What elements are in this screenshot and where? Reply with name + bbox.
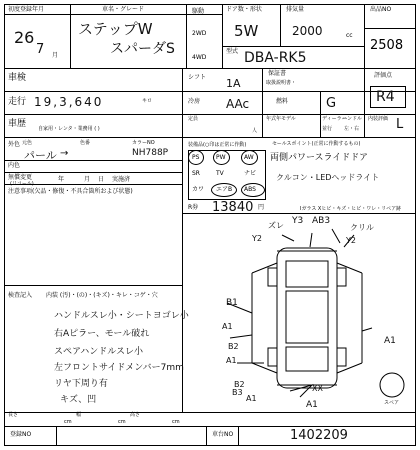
- rule: [56, 426, 57, 446]
- car-diagram: [182, 213, 416, 412]
- recall-year: 年: [58, 176, 65, 183]
- recall-label: 無償変更: [8, 174, 33, 181]
- orig-color-label: 元色: [22, 140, 33, 146]
- sales-point-line1: 両側パワースライドドア: [270, 153, 369, 163]
- diagram-note-y2b: Y2: [346, 236, 356, 245]
- equip-airbag: エアB: [216, 186, 233, 193]
- rule: [320, 91, 321, 137]
- height-cm: cm: [172, 419, 180, 425]
- ext-color-label: 外色: [8, 141, 21, 148]
- equip-leather: カワ: [192, 186, 205, 193]
- diagram-note-xx: XX: [312, 384, 323, 393]
- diagram-legend: Iガラス Xヒビ・キズ・ヒビ・ワレ・リペア跡: [300, 206, 402, 212]
- diagram-note-a1-right: A1: [384, 336, 396, 346]
- rule: [4, 68, 416, 69]
- circle-mark: [213, 150, 230, 165]
- diagram-note-b2b: B2: [234, 380, 245, 389]
- grade-value: R4: [376, 89, 395, 105]
- mileage-label: 走行: [8, 97, 27, 107]
- diagram-note-a1-lower: A1: [226, 356, 237, 365]
- lot-label: 出品NO: [370, 6, 392, 13]
- inspection-columns: 内装 (汚)・(の)・(キズ)・キレ・コゲ・穴: [46, 292, 158, 299]
- equip-abs: ABS: [244, 186, 256, 193]
- fuel-value: G: [326, 96, 337, 111]
- history-label: 車歴: [8, 119, 27, 129]
- sales-point-line2: クルコン・LEDヘッドライト: [276, 173, 380, 182]
- equip-sr: SR: [192, 170, 200, 177]
- fuel-label: 燃料: [276, 98, 289, 105]
- rule: [4, 412, 416, 413]
- circle-mark: [241, 183, 265, 197]
- notes-label: 注意事項(欠品・修復・不具合箇所および状態): [8, 188, 133, 195]
- shift-value: 1A: [226, 77, 241, 90]
- rule: [206, 426, 207, 446]
- rule: [4, 91, 416, 92]
- diagram-note-b3: B3: [232, 388, 243, 397]
- interior-label: 内装評価: [368, 116, 389, 122]
- inspection-note-2: 右Aピラー、モール破れ: [54, 329, 150, 339]
- diagram-note-b2: B2: [228, 342, 239, 351]
- rule: [4, 172, 182, 173]
- model-name: ステップW: [78, 20, 153, 38]
- lot-number: 2508: [370, 38, 404, 53]
- equip-pw: PW: [216, 154, 226, 161]
- equip-ps: PS: [192, 154, 200, 161]
- inspection-label: 車検: [8, 73, 27, 83]
- inspection-note-6: キズ、凹: [60, 395, 97, 405]
- equipment-title: 装備品(○印は正常に作動): [188, 142, 247, 148]
- ac-label: 冷房: [188, 98, 201, 105]
- circle-mark: [241, 150, 258, 165]
- reg-no-label: 登録NO: [10, 431, 32, 438]
- inspection-note-1: ハンドルスレ小・シートヨゴレ小: [54, 311, 189, 321]
- warranty-label: 保証書: [268, 70, 287, 77]
- rule: [364, 4, 365, 137]
- height-label: 高さ: [130, 412, 141, 418]
- dealer-label: ディーラー: [322, 116, 347, 122]
- capacity-label: 定員: [188, 116, 199, 122]
- arrow-icon: →: [60, 148, 69, 159]
- diagram-note-b1: B1: [226, 298, 238, 308]
- model-label: 車名・グレード: [102, 6, 145, 13]
- first-reg-year: 26: [14, 28, 35, 47]
- shift-label: シフト: [188, 74, 207, 81]
- equip-navi: ナビ: [244, 170, 257, 177]
- inspection-notes-label: 検査記入: [8, 292, 33, 299]
- rule: [364, 28, 416, 29]
- diagram-note-a1-rear: A1: [246, 394, 257, 403]
- first-reg-month: 7: [36, 42, 45, 57]
- equip-tv: TV: [216, 170, 224, 177]
- r-label: R券: [188, 204, 199, 211]
- recall-sub: (リコール): [10, 181, 34, 187]
- length-cm: cm: [64, 419, 72, 425]
- cc-unit: cc: [346, 32, 353, 39]
- handle-value: 左・右: [344, 126, 360, 132]
- rule: [4, 426, 416, 427]
- history-options: 自家用・レンタ・業務用 ( ): [38, 126, 100, 132]
- diagram-note-a1-bottom: A1: [306, 400, 318, 410]
- displacement-value: 2000: [292, 24, 323, 38]
- sales-point-title: セールスポイント(正常に作動するもの): [272, 141, 361, 147]
- inspection-note-5: リヤ下周り有: [54, 379, 108, 389]
- doors-label: ドア数・形状: [226, 6, 262, 13]
- width-label: 幅: [76, 412, 82, 418]
- dealer-sub: 並行: [322, 126, 333, 132]
- diagram-note-y3: Y3: [292, 216, 304, 226]
- mileage-unit: キロ: [142, 98, 153, 104]
- rule: [222, 46, 364, 47]
- rule: [4, 285, 182, 286]
- doors-value: 5W: [234, 22, 259, 40]
- month-mark: 月: [52, 52, 59, 59]
- warranty-sub: 取扱説明書・: [266, 80, 297, 86]
- diagram-note-y2a: Y2: [252, 234, 262, 243]
- recall-day: 日: [98, 176, 105, 183]
- int-color-label: 内色: [8, 162, 21, 169]
- r-value: 13840: [212, 200, 254, 215]
- grade-label: 評価点: [374, 72, 393, 79]
- interior-value: L: [396, 117, 404, 132]
- drive-4wd: 4WD: [192, 54, 207, 61]
- width-cm: cm: [118, 419, 126, 425]
- inspection-note-4: 左フロントサイドメンバー7mm: [54, 363, 184, 373]
- equip-aw: AW: [244, 154, 254, 161]
- ac-value: AAc: [226, 97, 250, 111]
- color-no-label: 色番: [80, 140, 91, 146]
- recall-month: 月: [84, 176, 91, 183]
- spare-label: スペア: [384, 400, 400, 406]
- drive-label: 駆動: [192, 8, 205, 15]
- length-label: 長さ: [8, 412, 19, 418]
- chassis-value: 1402209: [290, 428, 348, 443]
- model-year-label: 年式年モデル: [266, 116, 296, 122]
- rule: [4, 114, 416, 115]
- rule: [4, 14, 222, 15]
- diagram-note-zure: ズレ: [268, 221, 284, 230]
- type-label: 型式: [226, 48, 239, 55]
- diagram-note-a1-left: A1: [222, 322, 233, 331]
- rule: [4, 137, 416, 138]
- capacity-unit: 人: [252, 128, 258, 134]
- handle-label: ハンドル: [342, 116, 363, 122]
- recall-done: 実施済: [112, 176, 131, 183]
- drive-2wd: 2WD: [192, 30, 207, 37]
- first-reg-label: 初度登録年月: [8, 6, 45, 13]
- color-no-side: カラーNO: [132, 140, 155, 146]
- color-code: NH788P: [132, 148, 169, 158]
- inspection-note-3: スペアハンドルスレ小: [54, 347, 144, 357]
- rule: [222, 4, 223, 68]
- rule: [70, 4, 71, 68]
- diagram-note-ab3: AB3: [312, 216, 331, 226]
- ext-color-value: パール: [24, 149, 57, 162]
- mileage-value: 19,3,640: [34, 95, 104, 109]
- rule: [186, 4, 187, 68]
- type-value: DBA-RK5: [244, 50, 307, 66]
- grade-value: スパーダS: [110, 41, 175, 57]
- circle-mark: [188, 150, 204, 165]
- displacement-label: 排気量: [286, 6, 305, 13]
- diagram-note-kuril: クリル: [350, 223, 374, 232]
- rule: [262, 68, 263, 137]
- rule: [238, 426, 239, 446]
- r-unit: 円: [258, 204, 265, 211]
- chassis-label: 車台NO: [212, 431, 234, 438]
- rule: [280, 4, 281, 46]
- circle-mark: [211, 183, 237, 197]
